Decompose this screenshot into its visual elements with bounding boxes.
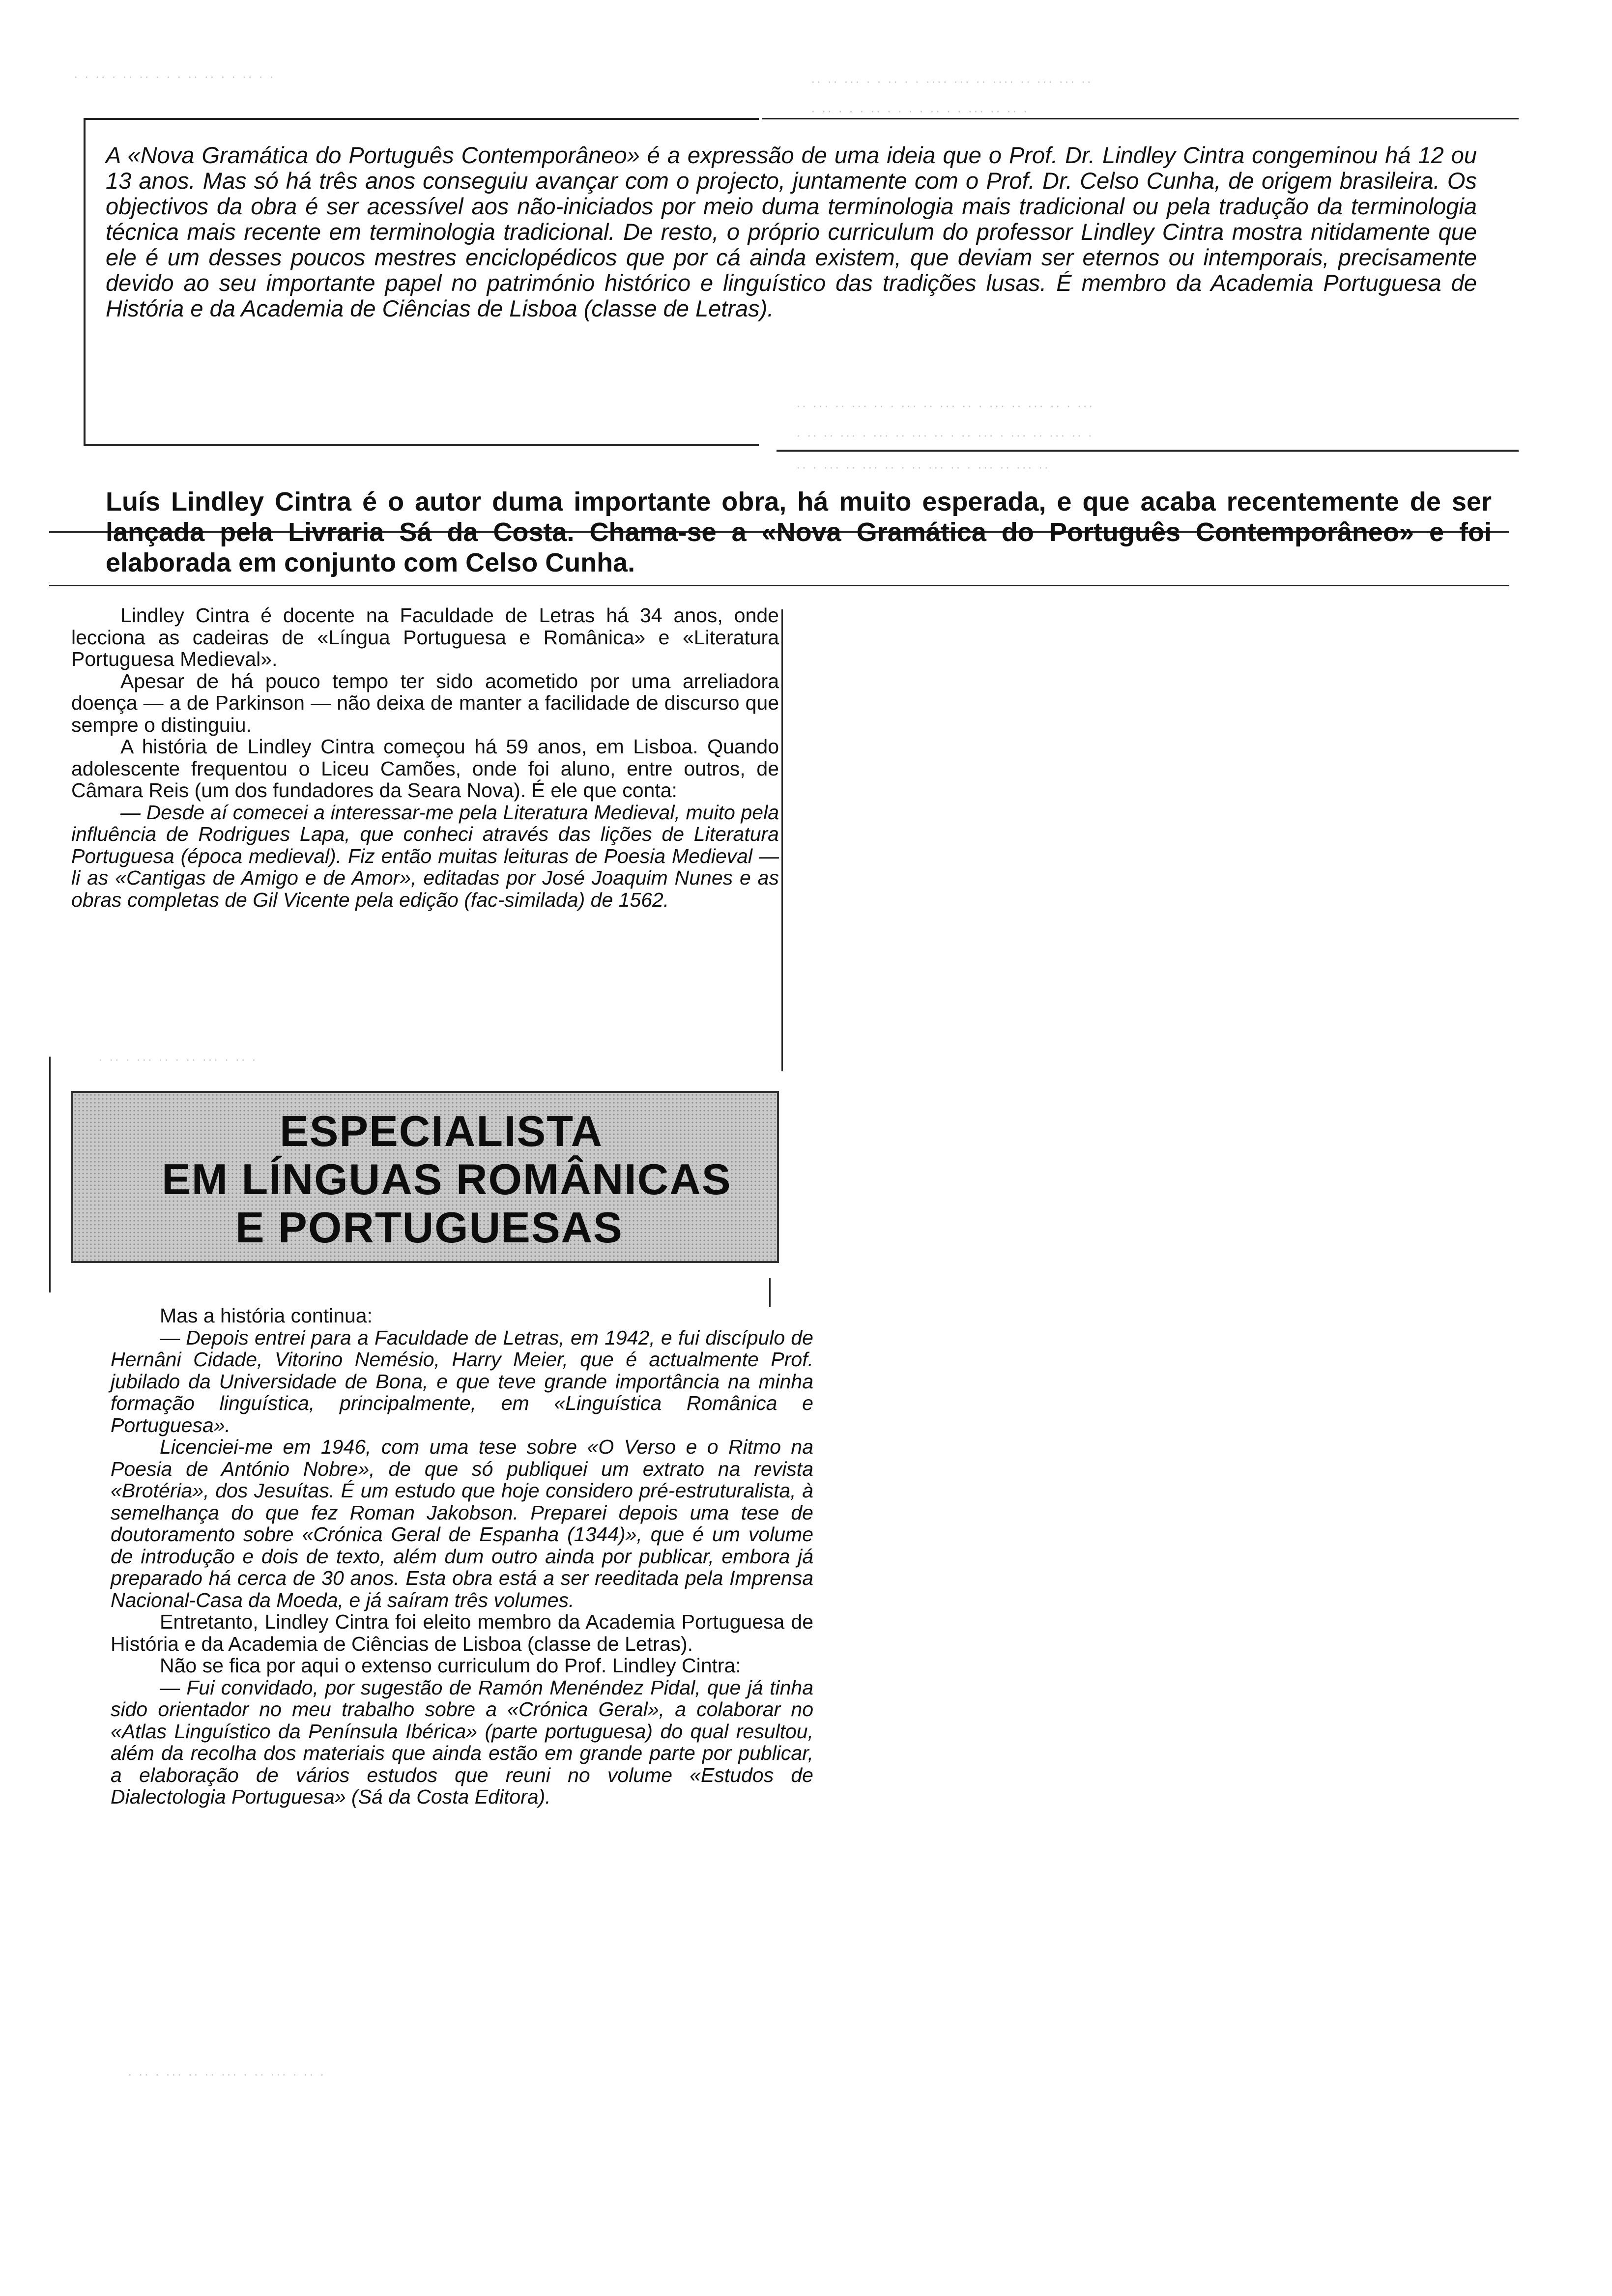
banner-line-2: EM LÍNGUAS ROMÂNICAS: [162, 1155, 732, 1204]
column-right-border: [781, 609, 783, 1071]
top-right-rule: [762, 118, 1519, 119]
bleed-through-noise: · ·· · ··· ·· · ·· ··· · ·· ·: [98, 1052, 258, 1066]
lede-rule-bottom: [49, 585, 1509, 586]
article-paragraph: Apesar de há pouco tempo ter sido acometido por uma arreliadora doença — a de Parkinson — não deixa de manter a facilidade de discurso que sempre o distinguiu.: [71, 669, 779, 736]
middle-right-rule: [777, 450, 1519, 452]
headline-lede: Luís Lindley Cintra é o autor duma importante obra, há muito esperada, e que acaba recentemente de ser lançada pela Livraria Sá da Costa. Chama-se a «Nova Gramática do Português Contemporâneo» e foi elaborada em conjunto com Celso Cunha.: [106, 487, 1492, 577]
bleed-through-noise: · ·· · ··· ·· ·· ··· · ·· ··· · ·· ·: [128, 2066, 326, 2081]
article-quote: — Desde aí comecei a interessar-me pela Literatura Medieval, muito pela influência de Rodrigues Lapa, que conheci através das lições de Literatura Portuguesa (época medieval). Fiz então muitas leituras de Poesia Medieval — li as «Cantigas de Amigo e de Amor», editadas por José Joaquim Nunes e as obras completas de Gil Vicente pela edição (fac-similada) de 1562.: [71, 801, 779, 911]
article-quote: — Fui convidado, por sugestão de Ramón Menéndez Pidal, que já tinha sido orientador no meu trabalho sobre a «Crónica Geral», a colaborar no «Atlas Linguístico da Península Ibérica» (parte portuguesa) do qual resultou, além da recolha dos materiais que ainda estão em grande parte por publicar, a elaboração de vários estudos que reuni no volume «Estudos de Dialectologia Portuguesa» (Sá da Costa Editora).: [111, 1676, 813, 1808]
article-paragraph: Não se fica por aqui o extenso curriculum do Prof. Lindley Cintra:: [160, 1654, 741, 1677]
bleed-through-noise: ·· ··· ·· ··· ·· · ··· ·· ··· ·· · ··· ·· ··· ·· · ···: [796, 398, 1094, 413]
column-right-tick: [769, 1278, 771, 1307]
article-paragraph: Lindley Cintra é docente na Faculdade de Letras há 34 anos, onde lecciona as cadeiras de «Língua Portuguesa e Românica» e «Literatura Portuguesa Medieval».: [71, 604, 779, 670]
article-paragraph: Entretanto, Lindley Cintra foi eleito membro da Academia Portuguesa de História e da Academia de Ciências de Lisboa (classe de Letras).: [111, 1610, 813, 1655]
bleed-through-noise: ·· ·· ··· · · ·· · · ···· ··· ·· ···· ·· ··· ··· ··: [811, 74, 1093, 88]
intro-paragraph: A «Nova Gramática do Português Contemporâneo» é a expressão de uma ideia que o Prof. Dr. Lindley Cintra congeminou há 12 ou 13 anos. Mas só há três anos conseguiu avançar com o projecto, juntamente com o Prof. Dr. Celso Cunha, de origem brasileira. Os objectivos da obra é ser acessível aos não-iniciados por meio duma terminologia mais tradicional ou pela tradução da terminologia técnica mais recente em terminologia tradicional. De resto, o próprio curriculum do professor Lindley Cintra mostra nitidamente que ele é um desses poucos mestres enciclopédicos que por cá ainda existem, que deviam ser eternos ou intemporais, precisamente devido ao seu importante papel no património histórico e linguístico das tradições lusas. É membro da Academia Portuguesa de História e da Academia de Ciências de Lisboa (classe de Letras).: [106, 142, 1477, 321]
bleed-through-noise: · ·· · · · ·· · · · · ·· · · ··· ·· ·· ·: [811, 103, 1029, 118]
bleed-through-noise: ·· · ··· ·· ··· ·· · ·· ··· ·· · ··· ·· ··· ··: [796, 459, 1050, 474]
banner-line-1: ESPECIALISTA: [280, 1107, 604, 1155]
bleed-through-noise: · · ·· · ·· ·· · · · ·· ·· · · ·· · ·: [74, 69, 275, 84]
article-top: [71, 604, 779, 911]
article-quote: — Depois entrei para a Faculdade de Letras, em 1942, e fui discípulo de Hernâni Cidade, Vitorino Nemésio, Harry Meier, que é actualmente Prof. jubilado da Universidade de Bona, e que teve grande importância na minha formação linguística, principalmente, em «Linguística Românica e Portuguesa».: [111, 1326, 813, 1436]
section-banner: [71, 1091, 779, 1263]
article-paragraph: A história de Lindley Cintra começou há 59 anos, em Lisboa. Quando adolescente frequentou o Liceu Camões, onde foi aluno, entre outros, de Câmara Reis (um dos fundadores da Seara Nova). É ele que conta:: [71, 735, 779, 802]
article-bottom: [111, 1305, 813, 1808]
article-quote: Licenciei-me em 1946, com uma tese sobre «O Verso e o Ritmo na Poesia de António Nobre», de que só publiquei um extrato na revista «Brotéria», dos Jesuítas. É um estudo que hoje considero pré-estruturalista, à semelhança do que fez Roman Jakobson. Preparei depois uma tese de doutoramento sobre «Crónica Geral de Espanha (1344)», que é um volume de introdução e dois de texto, além dum outro ainda por publicar, embora já preparado há cerca de 30 anos. Esta obra está a ser reeditada pela Imprensa Nacional-Casa da Moeda, e já saíram três volumes.: [111, 1435, 813, 1611]
column-left-border: [49, 1057, 51, 1292]
banner-line-3: E PORTUGUESAS: [235, 1203, 623, 1252]
bleed-through-noise: · ·· ·· ··· · ··· ·· ··· ·· · ·· ··· · ··· ·· ··· ·· ·: [796, 428, 1094, 442]
article-paragraph: Mas a história continua:: [160, 1304, 373, 1327]
